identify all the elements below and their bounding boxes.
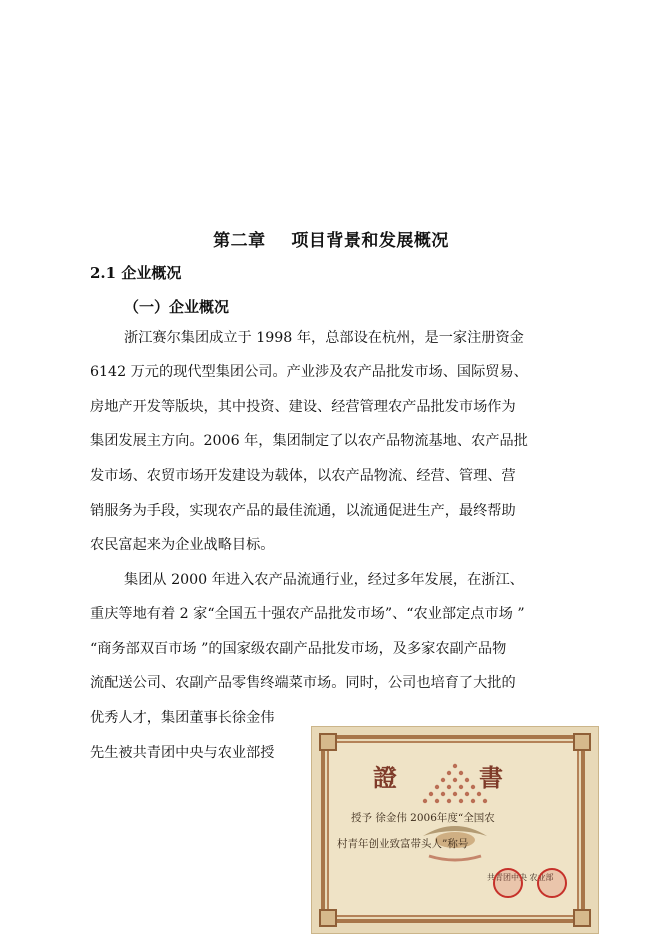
section-heading: 2.1 企业概况 (90, 264, 182, 282)
corner-ornament-icon (319, 909, 337, 927)
certificate-issuer: 共青团中央 农业部 (487, 873, 554, 882)
corner-ornament-icon (573, 733, 591, 751)
paragraph-line: 农民富起来为企业战略目标。 (90, 537, 275, 553)
subsection-heading: （一）企业概况 (124, 298, 230, 316)
paragraph-line: 优秀人才，集团董事长徐金伟 (90, 710, 275, 726)
paragraph-line: 6142 万元的现代型集团公司。产业涉及农产品批发市场、国际贸易、 (90, 364, 528, 380)
paragraph-line: 销服务为手段，实现农产品的最佳流通，以流通促进生产，最终帮助 (90, 503, 516, 519)
red-seal-icon (537, 868, 567, 898)
corner-ornament-icon (573, 909, 591, 927)
paragraph-line: 先生被共青团中央与农业部授 (90, 745, 275, 761)
certificate-title-right: 書 (479, 763, 503, 792)
paragraph-line: 浙江赛尔集团成立于 1998 年，总部设在杭州，是一家注册资金 (124, 330, 524, 346)
chapter-title: 第二章 项目背景和发展概况 (213, 231, 449, 251)
certificate-text-line: 授予 徐金伟 2006年度“全国农 (351, 812, 495, 824)
paragraph-line: 流配送公司、农副产品零售终端菜市场。同时，公司也培育了大批的 (90, 675, 516, 691)
certificate-image (311, 726, 599, 934)
corner-ornament-icon (319, 733, 337, 751)
paragraph-line: “商务部双百市场 ”的国家级农副产品批发市场，及多家农副产品物 (90, 641, 507, 657)
paragraph-line: 重庆等地有着 2 家“全国五十强农产品批发市场”、“农业部定点市场 ” (90, 606, 525, 622)
red-seal-icon (493, 868, 523, 898)
certificate-text-line: 村青年创业致富带头人”称号 (337, 838, 469, 850)
certificate-title-left: 證 (373, 763, 397, 792)
paragraph-line: 房地产开发等版块，其中投资、建设、经营管理农产品批发市场作为 (90, 399, 516, 415)
paragraph-line: 集团从 2000 年进入农产品流通行业，经过多年发展，在浙江、 (124, 572, 524, 588)
paragraph-line: 发市场、农贸市场开发建设为载体，以农产品物流、经营、管理、营 (90, 468, 516, 484)
paragraph-line: 集团发展主方向。2006 年，集团制定了以农产品物流基地、农产品批 (90, 433, 528, 449)
